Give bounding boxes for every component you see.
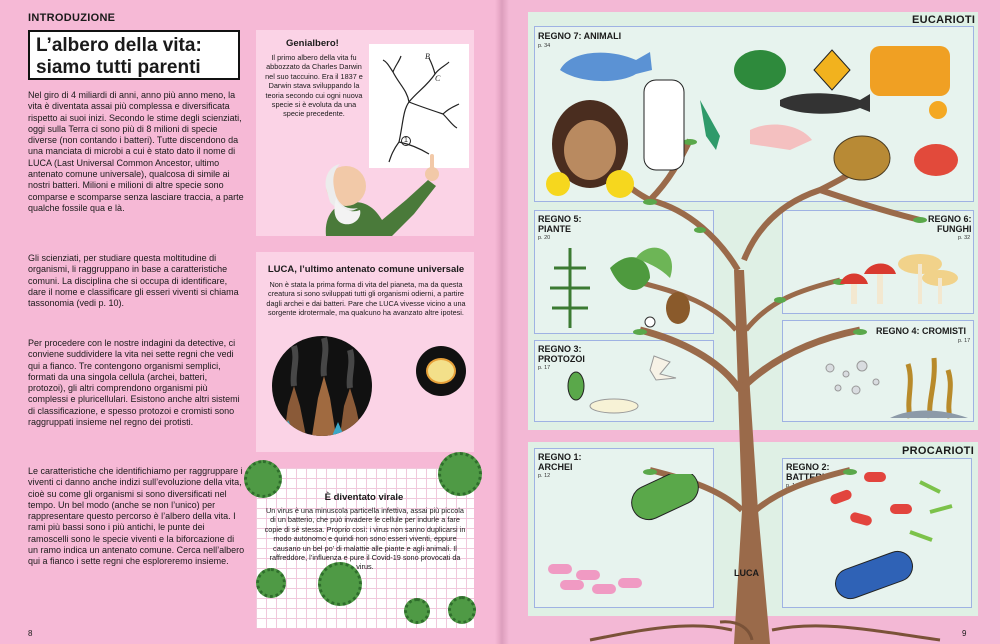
kingdom-animali-title: REGNO 7: ANIMALI <box>538 31 622 41</box>
sketch-label-1: 1 <box>401 136 411 146</box>
kingdom-protozoi-page: p. 17 <box>538 365 551 371</box>
kingdoms-paragraph: Per procedere con le nostre indagini da detective, ci conviene suddividere la vita nei sette regni che vedi qui a fianco. Tre contengono organismi semplici, formati da una singola cellula (archei, batteri, protozoi), gli altri comprendono organismi più complessi e pluricellulari. Esistono anche altri sistemi di classificazione, e spesso protozoi e cromisti sono raggruppati insieme nel regno dei protisti. <box>28 338 240 428</box>
virus-icon <box>404 598 430 624</box>
sketch-label-b: B <box>425 52 430 61</box>
fungi-illustration <box>840 234 970 314</box>
virus-title: È diventato virale <box>324 492 404 503</box>
book-gutter <box>495 0 509 644</box>
hummingbird-icon <box>700 100 720 150</box>
kingdom-archei-title: REGNO 1: ARCHEI <box>538 452 582 472</box>
kingdom-piante-title: REGNO 5: PIANTE <box>538 214 582 234</box>
page-number-right: 9 <box>962 629 967 638</box>
tiger-icon <box>870 46 950 96</box>
chromists-illustration <box>790 348 970 420</box>
section-label: INTRODUZIONE <box>28 12 116 24</box>
bacteria-illustration <box>820 462 972 608</box>
archaea-illustration <box>540 474 710 606</box>
virus-icon <box>318 562 362 606</box>
taxonomy-paragraph: Gli scienziati, per studiare questa moltitudine di organismi, li raggruppano in base a caratteristiche comuni. La disciplina che si occupa di identificare, dare il nome e classificare gli esseri viventi si chiama tassonomia (vedi p. 10). <box>28 253 239 309</box>
goldfish-icon <box>929 101 947 119</box>
virus-box <box>256 468 474 628</box>
luca-tree-label: LUCA <box>734 568 759 578</box>
protozoa-illustration <box>560 350 710 418</box>
animals-illustration <box>540 40 970 200</box>
luca-box <box>256 252 474 452</box>
page-number-left: 8 <box>28 629 33 638</box>
pinecone-icon <box>666 292 690 324</box>
beetle-icon <box>734 50 786 90</box>
luca-text: Non è stata la prima forma di vita del pianeta, ma da questa creatura si sono sviluppati tutti gli organismi odierni, a partire dagli archei e dai batteri. Pare che LUCA vivesse vicino a una sorgente idrotermale, ma qualcuno ha avanzato altre ipotesi. <box>266 280 466 318</box>
plants-illustration <box>540 238 710 332</box>
kingdom-cromisti-title: REGNO 4: CROMISTI <box>876 326 967 336</box>
pufferfish-icon <box>606 170 634 198</box>
trout-icon <box>780 93 870 114</box>
bacterium-flagellated-icon <box>831 547 916 603</box>
hydrothermal-vent-illustration <box>272 336 372 436</box>
luca-cell-illustration <box>416 346 466 396</box>
kingdom-archei-page: p. 12 <box>538 473 551 479</box>
kingdom-funghi-title: REGNO 6: FUNGHI <box>928 214 972 234</box>
intro-paragraph: Nel giro di 4 miliardi di anni, anno più anno meno, la vita è diventata assai più complessa e diversificata rispetto ai suoi inizi. Secondo le stime degli scienziati, oggi sulla Terra ci sono più di 8 milioni di specie diverse (non contando i batteri). Tutte discendono da una manciata di microbi a cui è stato dato il nome di LUCA (Last Universal Common Ancestor, ultimo antenato comune universale), qualcosa di simile ai nostri batteri. Milioni e milioni di altre specie sono comparse e scomparse senza lasciare traccia, a parte qualche fossile qua e là. <box>28 90 244 213</box>
whale-icon <box>560 52 652 81</box>
virus-icon <box>244 460 282 498</box>
archaea-cell-icon <box>548 564 642 594</box>
archaea-rod-icon <box>626 474 704 525</box>
ginkgo-icon <box>610 257 650 290</box>
tree-paragraph: Le caratteristiche che identifichiamo per raggruppare i viventi ci danno anche indizi sull’evoluzione della vita, cioè su come gli organismi si sono diversificati nel tempo. Un bel modo (anche se non l’unico) per rappresentare questo percorso è l’albero della vita. I rami più bassi sono i più antichi, le punte dei ramoscelli sono le specie viventi e la biforcazione di un ramo indica un antenato comune. Cerca nell’albero qui a fianco i sette regni che esploreremo insieme. <box>28 466 245 567</box>
virus-text: Un virus è una minuscola particella infettiva, assai più piccola di un batterio, che può invadere le cellule per indurle a fare copie di sé stessa. Proprio così: i virus non sanno duplicarsi in modo autonomo e quindi non sono esseri viventi, eppure causano un bel po’ di malattie alle piante e agli animali. Il raffreddore, l’influenza e pure il Covid-19 sono provocati da virus. <box>264 506 466 572</box>
crab-icon <box>914 144 958 176</box>
kingdom-batteri-title: REGNO 2: BATTERI <box>786 462 830 482</box>
kingdom-funghi-page: p. 32 <box>958 235 971 241</box>
elephant-icon <box>644 80 684 170</box>
mushroom-icon <box>840 274 868 285</box>
paramecium-icon <box>568 372 584 400</box>
luca-title: LUCA, l’ultimo antenato comune universale <box>267 264 465 275</box>
eucarioti-label: EUCARIOTI <box>912 14 976 26</box>
kelp-icon <box>908 358 950 418</box>
virus-icon <box>438 452 482 496</box>
amoeba-icon <box>650 356 676 380</box>
bacteria-green-icon <box>910 482 952 540</box>
genialbero-title: Genialbero! <box>286 38 339 49</box>
kingdom-cromisti-page: p. 17 <box>958 338 971 344</box>
fern-icon <box>550 248 590 328</box>
butterfly-icon <box>814 50 850 90</box>
page-title: L’albero della vita: siamo tutti parenti <box>28 30 240 80</box>
genialbero-box <box>256 30 474 236</box>
genialbero-text: Il primo albero della vita fu abbozzato da Charles Darwin nel suo taccuino. Era il 1837 e Darwin stava sviluppando la teoria secondo cui ogni nuova specie si è evoluta da una specie precedente. <box>265 53 363 119</box>
darwin-illustration <box>296 136 466 236</box>
virus-icon <box>256 568 286 598</box>
kingdom-animali-page: p. 34 <box>538 43 551 49</box>
procarioti-label: PROCARIOTI <box>902 445 975 457</box>
euglena-icon <box>590 399 638 413</box>
pelican-icon <box>750 125 812 150</box>
kingdom-protozoi-title: REGNO 3: PROTOZOI <box>538 344 585 364</box>
sketch-label-c: C <box>435 74 441 83</box>
turtle-icon <box>834 136 890 180</box>
cell-icon <box>426 358 456 384</box>
virus-icon <box>448 596 476 624</box>
diatom-icon <box>826 361 879 394</box>
kingdom-piante-page: p. 20 <box>538 235 551 241</box>
kingdom-batteri-page: p. 14 <box>786 483 799 489</box>
bacteria-rod-icon <box>829 472 912 527</box>
pufferfish-icon <box>546 172 570 196</box>
flower-icon <box>645 317 655 327</box>
